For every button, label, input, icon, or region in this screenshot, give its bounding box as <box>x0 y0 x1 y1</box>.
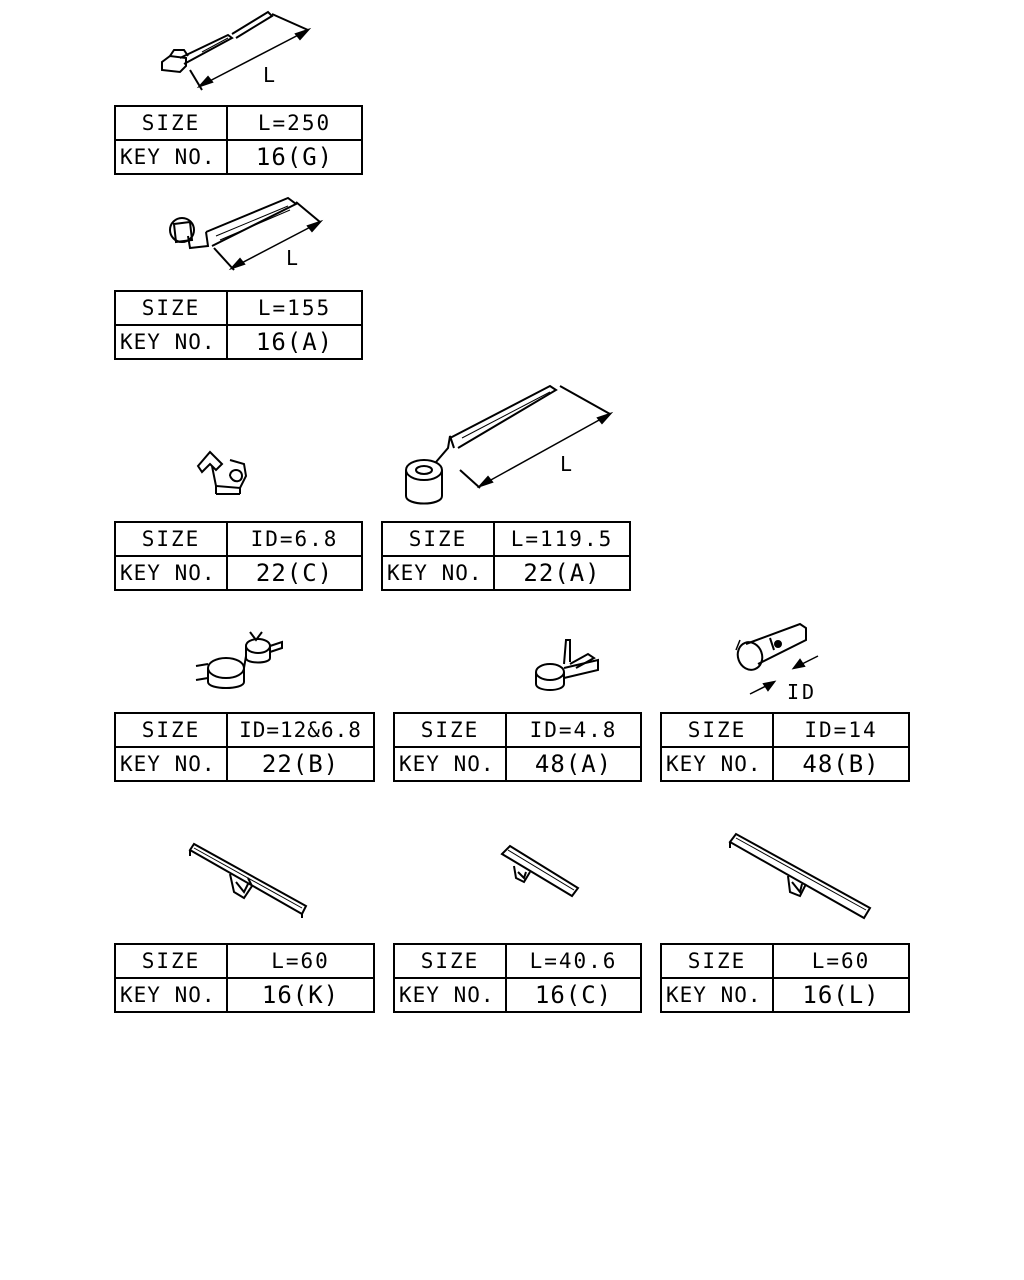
size-row <box>394 713 641 747</box>
key-label: KEY NO. <box>394 747 506 781</box>
part-9-spec-table <box>393 943 642 1013</box>
size-value: ID=6.8 <box>227 522 362 556</box>
size-row <box>661 713 909 747</box>
key-value: 22(C) <box>227 556 362 590</box>
key-label: KEY NO. <box>115 140 227 174</box>
part-7-spec-table <box>660 712 910 782</box>
part-4-dimension-label: L <box>560 452 573 476</box>
size-row <box>115 944 374 978</box>
key-row <box>661 747 909 781</box>
key-row <box>115 747 374 781</box>
key-value: 16(A) <box>227 325 362 359</box>
part-8-drawing <box>186 840 310 920</box>
size-value: L=119.5 <box>494 522 630 556</box>
key-label: KEY NO. <box>382 556 494 590</box>
part-10-spec-table <box>660 943 910 1013</box>
size-value: ID=4.8 <box>506 713 641 747</box>
size-value: L=40.6 <box>506 944 641 978</box>
key-label: KEY NO. <box>115 747 227 781</box>
part-4-spec-table <box>381 521 631 591</box>
key-value: 16(G) <box>227 140 362 174</box>
key-value: 48(A) <box>506 747 641 781</box>
part-1-drawing <box>150 0 320 100</box>
size-value: ID=14 <box>773 713 909 747</box>
key-row <box>394 747 641 781</box>
size-row <box>382 522 630 556</box>
part-7-dimension-label: ID <box>787 680 818 704</box>
key-value: 48(B) <box>773 747 909 781</box>
key-value: 16(C) <box>506 978 641 1012</box>
part-1-dimension-label: L <box>263 63 276 87</box>
part-5-spec-table <box>114 712 375 782</box>
size-row <box>115 291 362 325</box>
part-6-spec-table <box>393 712 642 782</box>
size-row <box>115 522 362 556</box>
key-label: KEY NO. <box>661 978 773 1012</box>
part-2-dimension-label: L <box>286 246 299 270</box>
part-4-drawing <box>400 378 620 508</box>
part-2-drawing <box>160 192 330 272</box>
part-1-spec-table <box>114 105 363 175</box>
key-value: 22(A) <box>494 556 630 590</box>
part-5-drawing <box>190 626 290 696</box>
size-value: ID=12&6.8 <box>227 713 374 747</box>
key-row <box>115 140 362 174</box>
size-row <box>115 106 362 140</box>
size-label: SIZE <box>115 106 227 140</box>
size-row <box>394 944 641 978</box>
key-value: 22(B) <box>227 747 374 781</box>
size-label: SIZE <box>394 944 506 978</box>
key-row <box>115 978 374 1012</box>
size-label: SIZE <box>115 713 227 747</box>
size-value: L=155 <box>227 291 362 325</box>
key-row <box>115 556 362 590</box>
part-8-spec-table <box>114 943 375 1013</box>
size-label: SIZE <box>661 944 773 978</box>
size-value: L=60 <box>773 944 909 978</box>
key-value: 16(L) <box>773 978 909 1012</box>
size-row <box>661 944 909 978</box>
key-value: 16(K) <box>227 978 374 1012</box>
part-3-drawing <box>190 446 260 498</box>
key-row <box>661 978 909 1012</box>
part-10-drawing <box>726 830 874 922</box>
key-label: KEY NO. <box>394 978 506 1012</box>
part-3-spec-table <box>114 521 363 591</box>
part-6-drawing <box>528 634 608 696</box>
key-row <box>115 325 362 359</box>
part-9-drawing <box>498 842 584 900</box>
key-row <box>382 556 630 590</box>
size-label: SIZE <box>661 713 773 747</box>
part-2-spec-table <box>114 290 363 360</box>
key-label: KEY NO. <box>115 325 227 359</box>
size-label: SIZE <box>115 522 227 556</box>
size-label: SIZE <box>115 291 227 325</box>
size-value: L=60 <box>227 944 374 978</box>
size-label: SIZE <box>115 944 227 978</box>
key-row <box>394 978 641 1012</box>
size-row <box>115 713 374 747</box>
key-label: KEY NO. <box>115 556 227 590</box>
size-value: L=250 <box>227 106 362 140</box>
key-label: KEY NO. <box>661 747 773 781</box>
size-label: SIZE <box>382 522 494 556</box>
size-label: SIZE <box>394 713 506 747</box>
key-label: KEY NO. <box>115 978 227 1012</box>
